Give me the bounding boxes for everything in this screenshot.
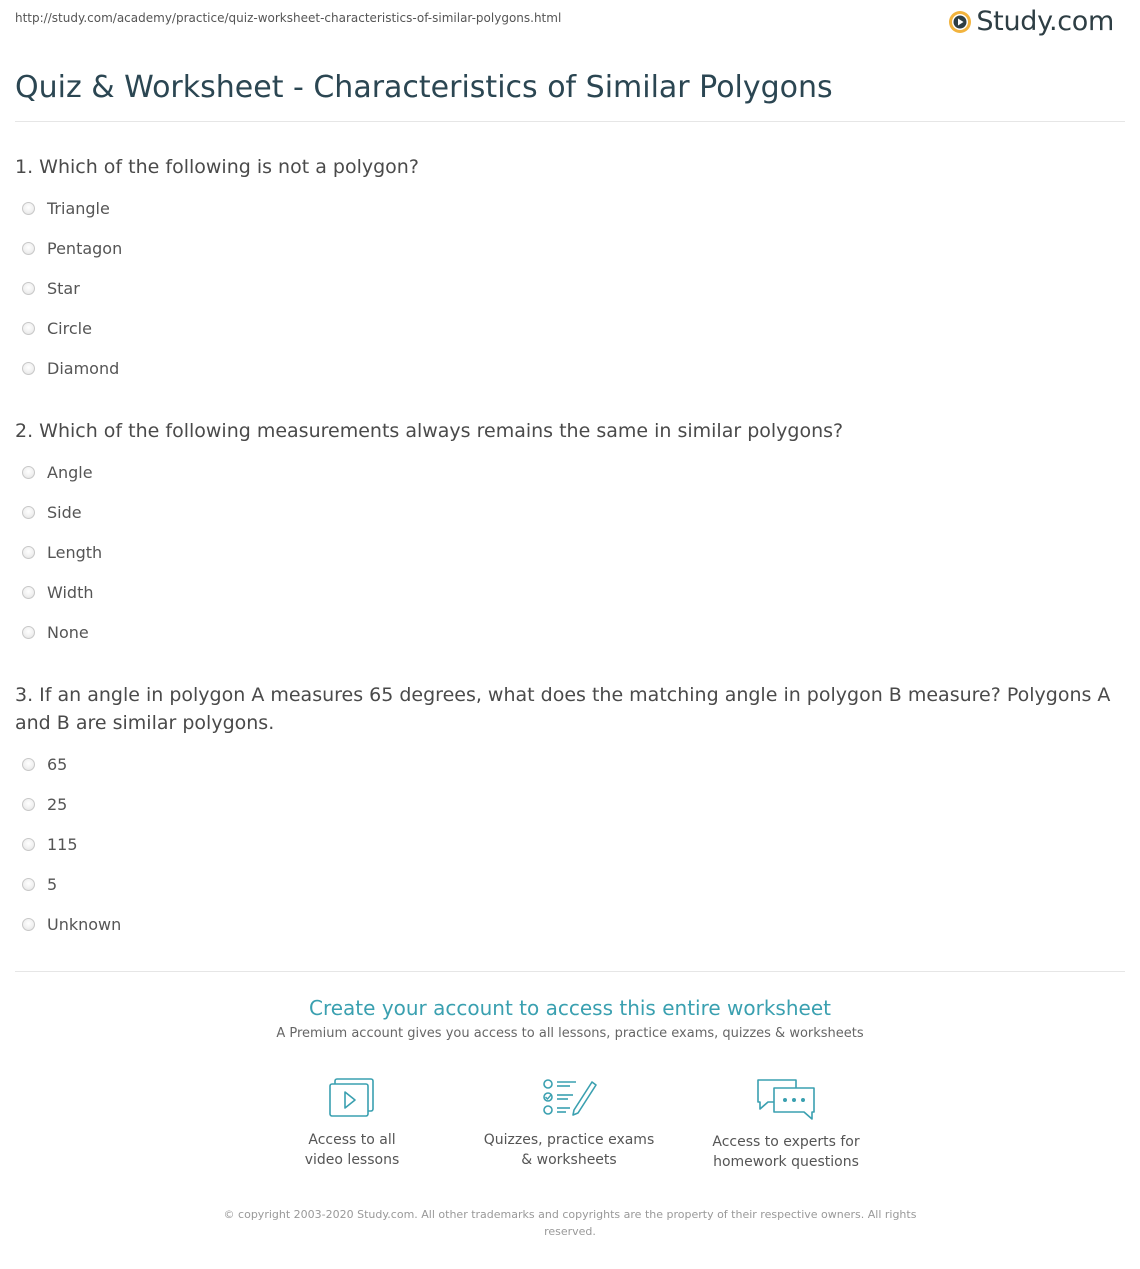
radio-button[interactable]	[22, 798, 35, 811]
question-2-options	[22, 452, 102, 652]
answer-option[interactable]	[22, 452, 102, 492]
question-2: 2. Which of the following measurements always remains the same in similar polygons?	[15, 420, 844, 442]
option-label: Side	[47, 502, 82, 522]
question-3-options	[22, 744, 121, 944]
answer-option[interactable]	[22, 532, 102, 572]
quiz-checklist-icon	[540, 1076, 598, 1120]
feature-label: Access to all video lessons	[304, 1132, 400, 1168]
radio-button[interactable]	[22, 506, 35, 519]
cta-divider	[15, 971, 1125, 972]
answer-option[interactable]	[22, 348, 122, 388]
answer-option[interactable]	[22, 228, 122, 268]
answer-option[interactable]	[22, 492, 102, 532]
option-label: Star	[47, 278, 80, 298]
title-divider	[15, 121, 1125, 122]
radio-button[interactable]	[22, 546, 35, 559]
question-1-options	[22, 188, 122, 388]
radio-button[interactable]	[22, 202, 35, 215]
option-label: 25	[47, 794, 68, 814]
answer-option[interactable]	[22, 904, 121, 944]
create-account-link[interactable]: Create your account to access this entire worksheet	[309, 996, 831, 1020]
logo-text: Study.com	[976, 6, 1114, 37]
answer-option[interactable]	[22, 572, 102, 612]
answer-option[interactable]	[22, 268, 122, 308]
radio-button[interactable]	[22, 282, 35, 295]
video-lessons-icon	[326, 1076, 378, 1120]
page-url: http://study.com/academy/practice/quiz-worksheet-characteristics-of-similar-polygons.html	[15, 11, 562, 25]
option-label: Diamond	[47, 358, 120, 378]
option-label: Width	[47, 582, 94, 602]
radio-button[interactable]	[22, 758, 35, 771]
answer-option[interactable]	[22, 864, 121, 904]
option-label: Length	[47, 542, 103, 562]
feature-quizzes	[469, 1076, 669, 1170]
radio-button[interactable]	[22, 322, 35, 335]
radio-button[interactable]	[22, 918, 35, 931]
feature-label: Quizzes, practice exams & worksheets	[483, 1132, 655, 1168]
answer-option[interactable]	[22, 824, 121, 864]
answer-option[interactable]	[22, 188, 122, 228]
answer-option[interactable]	[22, 308, 122, 348]
option-label: Pentagon	[47, 238, 123, 258]
answer-option[interactable]	[22, 784, 121, 824]
study-logo[interactable]	[948, 6, 1114, 37]
option-label: Angle	[47, 462, 93, 482]
radio-button[interactable]	[22, 362, 35, 375]
answer-option[interactable]	[22, 612, 102, 652]
radio-button[interactable]	[22, 878, 35, 891]
page-title: Quiz & Worksheet - Characteristics of Similar Polygons	[15, 70, 833, 105]
radio-button[interactable]	[22, 466, 35, 479]
feature-label: Access to experts for homework questions	[712, 1134, 860, 1170]
copyright-notice: © copyright 2003-2020 Study.com. All other trademarks and copyrights are the property of their respective owners. All rights reserved.	[223, 1208, 917, 1238]
feature-video-lessons	[252, 1076, 452, 1170]
radio-button[interactable]	[22, 838, 35, 851]
option-label: Circle	[47, 318, 92, 338]
option-label: None	[47, 622, 89, 642]
question-1: 1. Which of the following is not a polygon?	[15, 156, 419, 178]
question-3: 3. If an angle in polygon A measures 65 degrees, what does the matching angle in polygon B measure? Polygons A and B are similar polygons.	[15, 684, 1111, 734]
option-label: Unknown	[47, 914, 122, 934]
answer-option[interactable]	[22, 744, 121, 784]
feature-experts	[686, 1076, 886, 1172]
radio-button[interactable]	[22, 586, 35, 599]
cta-subtitle: A Premium account gives you access to all lessons, practice exams, quizzes & worksheets	[276, 1026, 864, 1041]
study-logo-icon	[948, 10, 972, 34]
option-label: 5	[47, 874, 58, 894]
option-label: Triangle	[47, 198, 110, 218]
chat-bubbles-icon	[754, 1076, 818, 1122]
radio-button[interactable]	[22, 626, 35, 639]
radio-button[interactable]	[22, 242, 35, 255]
option-label: 115	[47, 834, 78, 854]
option-label: 65	[47, 754, 68, 774]
